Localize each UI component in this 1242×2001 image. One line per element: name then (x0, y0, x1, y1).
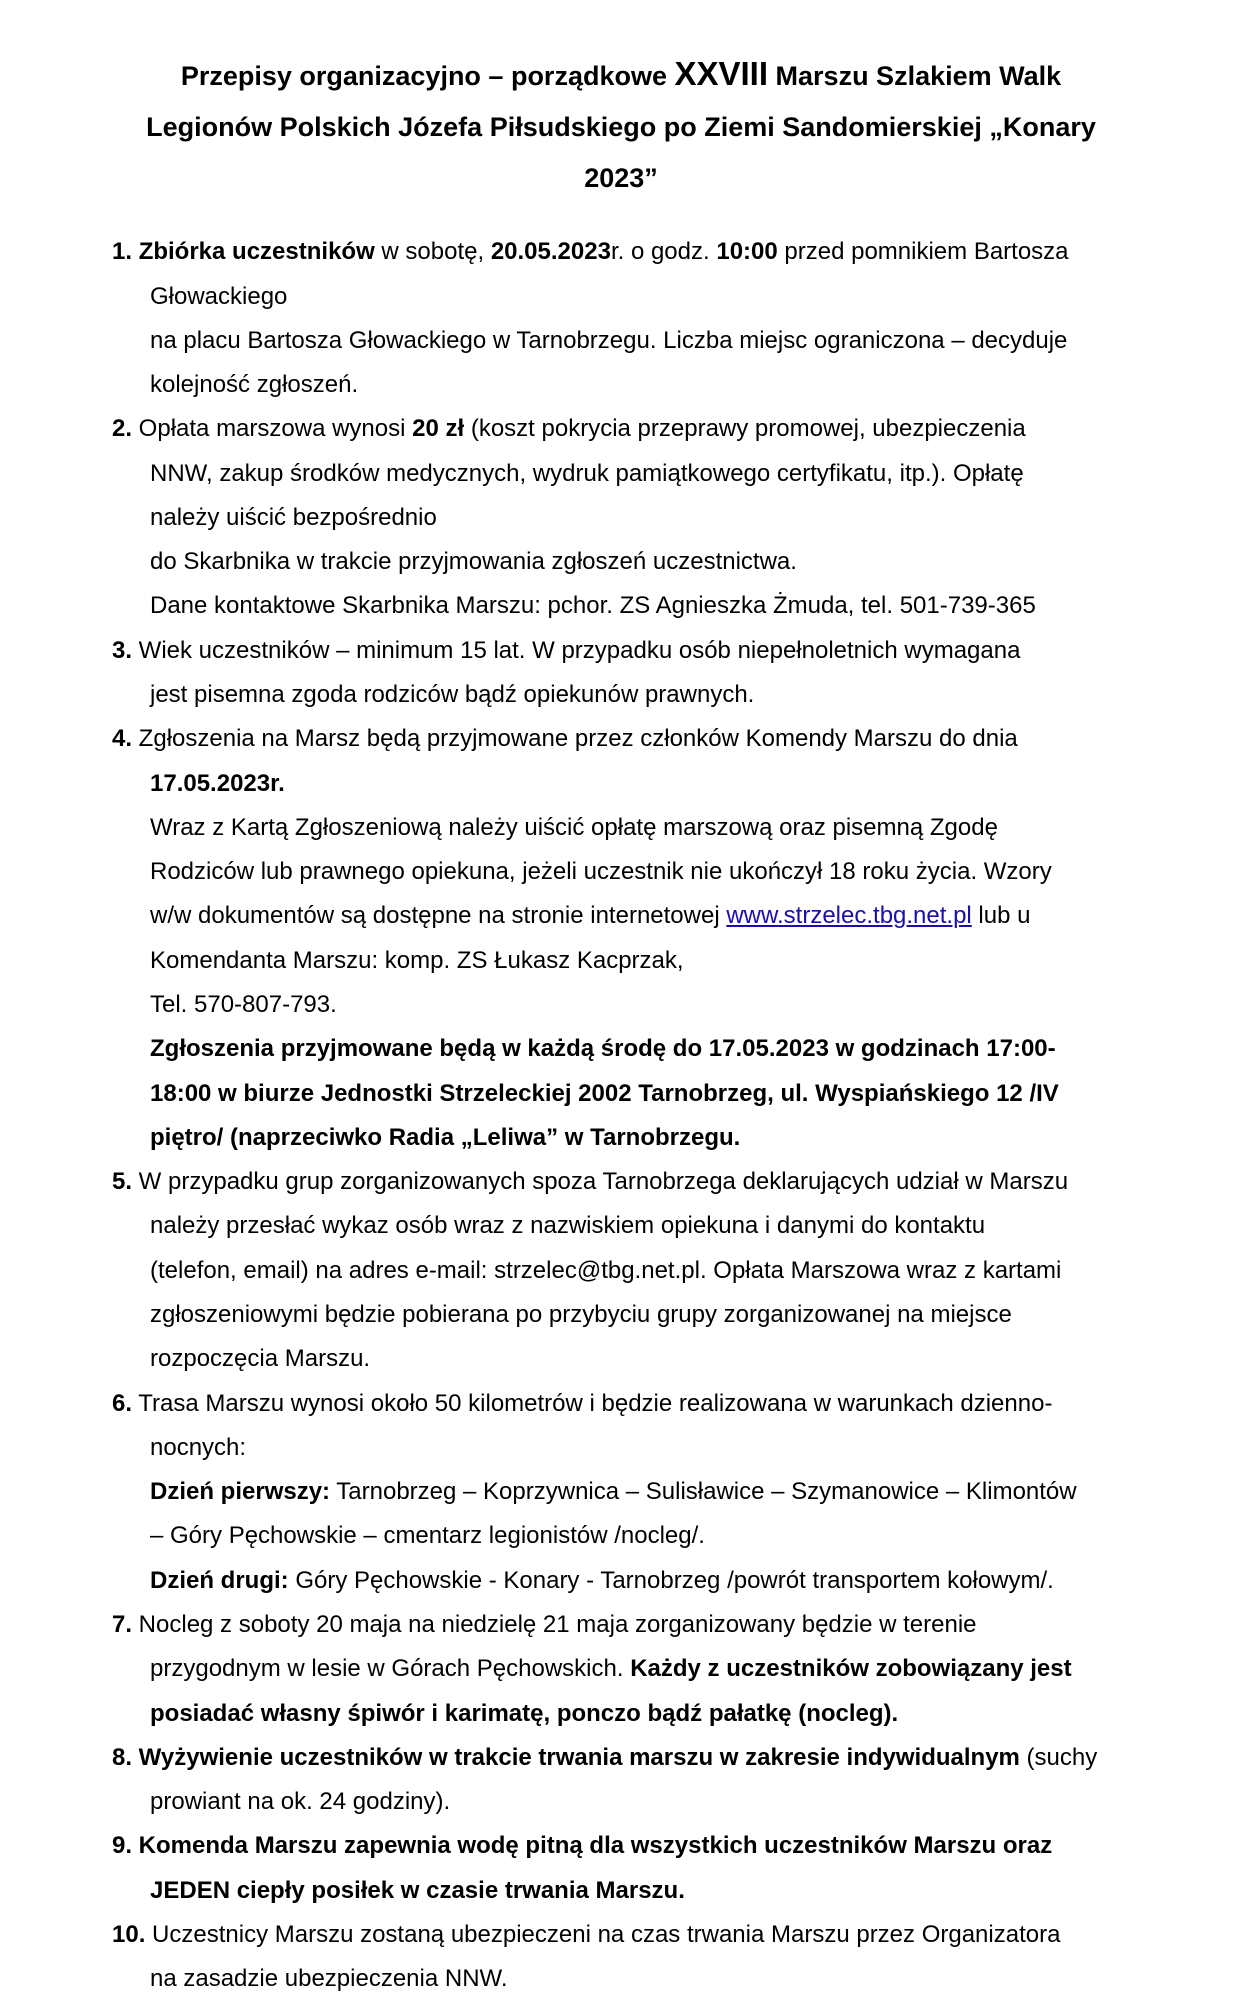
item-4-line-7: Tel. 570-807-793. (150, 991, 337, 1018)
item-7-line-2: przygodnym w lesie w Górach Pęchowskich. Każdy z uczestników zobowiązany jest (150, 1655, 1072, 1682)
item-4-line-2: 17.05.2023r. (150, 770, 285, 797)
title-roman-numeral: XXVIII (674, 55, 769, 92)
item-4-line-3: Wraz z Kartą Zgłoszeniową należy uiścić opłatę marszową oraz pisemną Zgodę (150, 814, 998, 841)
title-line-3: 2023” (584, 163, 658, 193)
item-1-line-3: na placu Bartosza Głowackiego w Tarnobrzegu. Liczba miejsc ograniczona – decyduje (150, 327, 1068, 354)
item-6-line-1: 6. Trasa Marszu wynosi około 50 kilometrów i będzie realizowana w warunkach dzienno- (112, 1390, 1053, 1417)
item-number: 9. (112, 1832, 133, 1859)
item-5-line-1: 5. W przypadku grup zorganizowanych spoza Tarnobrzega deklarujących udział w Marszu (112, 1168, 1069, 1195)
item-4-line-4: Rodziców lub prawnego opiekuna, jeżeli uczestnik nie ukończył 18 roku życia. Wzory (150, 858, 1052, 885)
item-8-line-1: 8. Wyżywienie uczestników w trakcie trwania marszu w zakresie indywidualnym (suchy (112, 1744, 1098, 1771)
item-4-line-8: Zgłoszenia przyjmowane będą w każdą środę do 17.05.2023 w godzinach 17:00- (150, 1035, 1056, 1062)
item-6-line-4: – Góry Pęchowskie – cmentarz legionistów /nocleg/. (150, 1522, 705, 1549)
item-7-line-3: posiadać własny śpiwór i karimatę, ponczo bądź pałatkę (nocleg). (150, 1700, 899, 1727)
item-9-line-2: JEDEN ciepły posiłek w czasie trwania Marszu. (150, 1877, 685, 1904)
item-number: 10. (112, 1921, 146, 1948)
item-2-line-3: należy uiścić bezpośrednio (150, 504, 437, 531)
item-2-line-2: NNW, zakup środków medycznych, wydruk pamiątkowego certyfikatu, itp.). Opłatę (150, 460, 1024, 487)
item-number: 3. (112, 637, 133, 664)
item-1-line-4: kolejność zgłoszeń. (150, 371, 359, 398)
item-4-line-5: w/w dokumentów są dostępne na stronie internetowej www.strzelec.tbg.net.pl lub u (150, 902, 1031, 929)
item-1-line-1: 1. Zbiórka uczestników w sobotę, 20.05.2023r. o godz. 10:00 przed pomnikiem Bartosza (112, 238, 1069, 265)
item-10-line-1: 10. Uczestnicy Marszu zostaną ubezpieczeni na czas trwania Marszu przez Organizatora (112, 1921, 1061, 1948)
item-10-line-2: na zasadzie ubezpieczenia NNW. (150, 1965, 508, 1992)
item-4-line-10: piętro/ (naprzeciwko Radia „Leliwa” w Tarnobrzegu. (150, 1124, 741, 1151)
item-number: 7. (112, 1611, 133, 1638)
item-5-line-5: rozpoczęcia Marszu. (150, 1345, 371, 1372)
item-6-line-5: Dzień drugi: Góry Pęchowskie - Konary - Tarnobrzeg /powrót transportem kołowym/. (150, 1567, 1054, 1594)
item-4-line-6: Komendanta Marszu: komp. ZS Łukasz Kacprzak, (150, 947, 684, 974)
item-2-line-4: do Skarbnika w trakcie przyjmowania zgłoszeń uczestnictwa. (150, 548, 797, 575)
item-8-line-2: prowiant na ok. 24 godziny). (150, 1788, 451, 1815)
document-title (90, 48, 1152, 204)
item-number: 6. (112, 1390, 133, 1417)
item-number: 2. (112, 415, 133, 442)
item-9-line-1: 9. Komenda Marszu zapewnia wodę pitną dla wszystkich uczestników Marszu oraz (112, 1832, 1053, 1859)
item-3-line-2: jest pisemna zgoda rodziców bądź opiekunów prawnych. (150, 681, 755, 708)
item-7-line-1: 7. Nocleg z soboty 20 maja na niedzielę 21 maja zorganizowany będzie w terenie (112, 1611, 977, 1638)
title-line-1: Przepisy organizacyjno – porządkowe XXVIII Marszu Szlakiem Walk (180, 55, 1062, 92)
website-link[interactable]: www.strzelec.tbg.net.pl (726, 902, 972, 929)
item-6-line-2: nocnych: (150, 1434, 247, 1461)
item-3-line-1: 3. Wiek uczestników – minimum 15 lat. W przypadku osób niepełnoletnich wymagana (112, 637, 1021, 664)
item-number: 4. (112, 725, 133, 752)
item-number: 8. (112, 1744, 133, 1771)
title-line-2: Legionów Polskich Józefa Piłsudskiego po Ziemi Sandomierskiej „Konary (146, 112, 1096, 142)
item-5-line-3: (telefon, email) na adres e-mail: strzelec@tbg.net.pl. Opłata Marszowa wraz z kartami (150, 1257, 1062, 1284)
item-2-line-1: 2. Opłata marszowa wynosi 20 zł (koszt pokrycia przeprawy promowej, ubezpieczenia (112, 415, 1026, 442)
item-2-line-5: Dane kontaktowe Skarbnika Marszu: pchor. ZS Agnieszka Żmuda, tel. 501-739-365 (150, 592, 1036, 619)
item-number: 1. (112, 238, 133, 265)
item-number: 5. (112, 1168, 133, 1195)
item-5-line-4: zgłoszeniowymi będzie pobierana po przybyciu grupy zorganizowanej na miejsce (150, 1301, 1012, 1328)
item-4-line-1: 4. Zgłoszenia na Marsz będą przyjmowane przez członków Komendy Marszu do dnia (112, 725, 1018, 752)
item-6-line-3: Dzień pierwszy: Tarnobrzeg – Koprzywnica – Sulisławice – Szymanowice – Klimontów (150, 1478, 1077, 1505)
item-1-line-2: Głowackiego (150, 283, 288, 310)
item-4-line-9: 18:00 w biurze Jednostki Strzeleckiej 2002 Tarnobrzeg, ul. Wyspiańskiego 12 /IV (150, 1080, 1059, 1107)
item-5-line-2: należy przesłać wykaz osób wraz z nazwiskiem opiekuna i danymi do kontaktu (150, 1212, 986, 1239)
